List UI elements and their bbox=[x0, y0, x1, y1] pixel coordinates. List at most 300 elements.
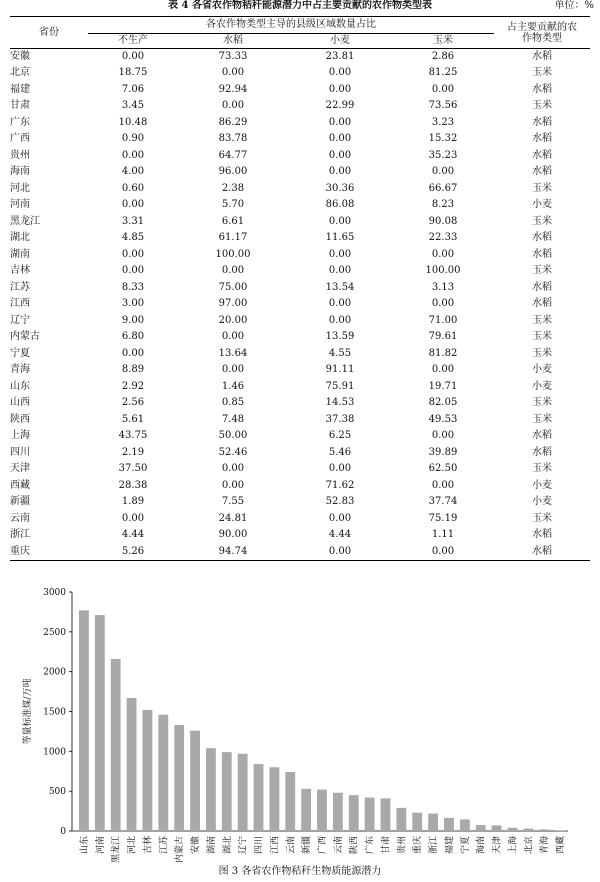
table-row bbox=[10, 65, 590, 82]
cell-corn: 75.19 bbox=[428, 512, 458, 524]
cell-rice: 20.00 bbox=[218, 314, 248, 326]
cell-corn: 37.74 bbox=[428, 496, 458, 508]
cell-corn: 81.25 bbox=[428, 67, 458, 79]
cell-province: 重庆 bbox=[10, 544, 88, 561]
cell-none: 4.85 bbox=[121, 232, 145, 244]
cell-wheat: 75.91 bbox=[325, 380, 355, 392]
cell-province: 内蒙古 bbox=[10, 331, 40, 343]
cell-wheat: 5.46 bbox=[328, 446, 352, 458]
cell-wheat: 86.08 bbox=[325, 199, 355, 211]
cell-rice: 75.00 bbox=[218, 281, 248, 293]
bar bbox=[301, 789, 311, 831]
cell-main-type: 水稻 bbox=[532, 529, 552, 541]
x-tick-label: 西藏 bbox=[556, 836, 567, 855]
cell-province: 陕西 bbox=[10, 413, 30, 425]
table-row bbox=[10, 362, 590, 379]
table-row bbox=[10, 379, 590, 396]
cell-main-type: 玉米 bbox=[532, 512, 552, 524]
table-row bbox=[10, 461, 590, 478]
cell-wheat: 22.99 bbox=[325, 100, 355, 112]
cell-corn: 0.00 bbox=[431, 430, 455, 442]
bar bbox=[555, 830, 565, 831]
cell-none: 8.33 bbox=[121, 281, 145, 293]
table-row bbox=[10, 49, 590, 66]
header-main-type-label: 占主要贡献的农作物类型 bbox=[507, 21, 577, 44]
x-tick-label: 江苏 bbox=[159, 836, 170, 855]
x-tick-label: 吉林 bbox=[143, 836, 154, 855]
cell-none: 0.60 bbox=[121, 182, 145, 194]
cell-wheat: 52.83 bbox=[325, 496, 355, 508]
cell-rice: 97.00 bbox=[218, 298, 248, 310]
cell-none: 1.89 bbox=[121, 496, 145, 508]
bar bbox=[476, 825, 486, 831]
cell-province: 山西 bbox=[10, 397, 30, 409]
cell-main-type: 水稻 bbox=[532, 248, 552, 260]
bar bbox=[523, 829, 533, 831]
cell-rice: 0.00 bbox=[221, 265, 245, 277]
table-row bbox=[10, 263, 590, 280]
cell-wheat: 0.00 bbox=[328, 67, 352, 79]
x-tick-label: 北京 bbox=[524, 836, 535, 855]
cell-rice: 96.00 bbox=[218, 166, 248, 178]
cell-province: 甘肃 bbox=[10, 100, 30, 112]
table-row bbox=[10, 214, 590, 231]
cell-rice: 90.00 bbox=[218, 529, 248, 541]
cell-main-type: 玉米 bbox=[532, 100, 552, 112]
y-tick-label: 0 bbox=[60, 827, 66, 837]
x-tick-label: 安徽 bbox=[191, 836, 202, 855]
cell-none: 18.75 bbox=[118, 67, 148, 79]
cell-rice: 0.00 bbox=[221, 463, 245, 475]
cell-rice: 52.46 bbox=[218, 446, 248, 458]
header-col-wheat: 小麦 bbox=[288, 34, 392, 49]
cell-wheat: 23.81 bbox=[325, 51, 355, 62]
cell-none: 0.00 bbox=[121, 51, 145, 62]
cell-rice: 83.78 bbox=[218, 133, 248, 145]
bar bbox=[381, 798, 391, 831]
table-row bbox=[10, 98, 590, 115]
cell-rice: 61.17 bbox=[218, 232, 248, 244]
cell-main-type: 玉米 bbox=[532, 182, 552, 194]
cell-wheat: 0.00 bbox=[328, 116, 352, 128]
cell-rice: 94.74 bbox=[178, 544, 288, 561]
cell-province: 山东 bbox=[10, 380, 30, 392]
cell-province: 河北 bbox=[10, 182, 30, 194]
cell-wheat: 6.25 bbox=[328, 430, 352, 442]
cell-main-type: 玉米 bbox=[532, 215, 552, 227]
cell-none: 3.45 bbox=[121, 100, 145, 112]
bar bbox=[206, 748, 216, 831]
cell-wheat: 14.53 bbox=[325, 397, 355, 409]
cell-province: 天津 bbox=[10, 463, 30, 475]
table-row bbox=[10, 280, 590, 297]
cell-corn: 0.00 bbox=[431, 166, 455, 178]
bar bbox=[190, 731, 200, 831]
cell-none: 4.00 bbox=[121, 166, 145, 178]
cell-main-type: 小麦 bbox=[532, 364, 552, 376]
cell-wheat: 4.44 bbox=[328, 529, 352, 541]
cell-corn: 0.00 bbox=[392, 544, 494, 561]
cell-province: 北京 bbox=[10, 67, 30, 79]
table-row bbox=[10, 230, 590, 247]
bar bbox=[158, 715, 168, 831]
cell-province: 湖北 bbox=[10, 232, 30, 244]
cell-wheat: 0.00 bbox=[288, 544, 392, 561]
x-tick-label: 海南 bbox=[476, 836, 487, 855]
cell-none: 5.61 bbox=[121, 413, 145, 425]
table-row bbox=[10, 148, 590, 165]
x-tick-label: 内蒙古 bbox=[175, 836, 186, 864]
cell-corn: 82.05 bbox=[428, 397, 458, 409]
cell-none: 28.38 bbox=[118, 479, 148, 491]
cell-rice: 2.38 bbox=[221, 182, 245, 194]
cell-wheat: 13.59 bbox=[325, 331, 355, 343]
table-body bbox=[10, 49, 590, 561]
cell-rice: 0.00 bbox=[221, 67, 245, 79]
cell-none: 0.00 bbox=[121, 512, 145, 524]
bar bbox=[285, 772, 295, 831]
cell-rice: 0.00 bbox=[221, 331, 245, 343]
cell-main-type: 玉米 bbox=[532, 314, 552, 326]
header-main-type bbox=[494, 17, 590, 49]
cell-main-type: 小麦 bbox=[532, 199, 552, 211]
cell-main-type: 水稻 bbox=[532, 116, 552, 128]
x-tick-label: 云南 bbox=[333, 836, 344, 855]
bar bbox=[79, 610, 89, 831]
cell-wheat: 0.00 bbox=[328, 149, 352, 161]
x-tick-label: 新疆 bbox=[302, 836, 313, 855]
cell-rice: 0.85 bbox=[221, 397, 245, 409]
cell-main-type: 水稻 bbox=[532, 232, 552, 244]
y-tick-label: 3000 bbox=[43, 588, 66, 598]
table-row bbox=[10, 494, 590, 511]
y-tick-label: 2000 bbox=[43, 667, 66, 678]
bar bbox=[222, 752, 232, 831]
cell-main-type: 水稻 bbox=[532, 430, 552, 442]
cell-corn: 90.08 bbox=[428, 215, 458, 227]
cell-province: 青海 bbox=[10, 364, 30, 376]
x-tick-label: 甘肃 bbox=[381, 836, 392, 855]
bar bbox=[492, 825, 502, 831]
cell-main-type: 玉米 bbox=[532, 331, 552, 343]
table-header-bar bbox=[0, 0, 600, 14]
cell-main-type: 玉米 bbox=[532, 67, 552, 79]
table-row bbox=[10, 544, 590, 561]
table-unit: 单位：% bbox=[554, 0, 594, 11]
cell-province: 江西 bbox=[10, 298, 30, 310]
cell-corn: 1.11 bbox=[431, 529, 455, 541]
table-row bbox=[10, 131, 590, 148]
cell-main-type: 玉米 bbox=[532, 463, 552, 475]
cell-corn: 62.50 bbox=[428, 463, 458, 475]
bar bbox=[460, 819, 470, 831]
y-tick-label: 2500 bbox=[43, 627, 66, 638]
bar bbox=[428, 813, 438, 831]
bar bbox=[95, 615, 105, 831]
x-tick-label: 福建 bbox=[444, 836, 455, 855]
table-row bbox=[10, 527, 590, 544]
cell-province: 云南 bbox=[10, 512, 30, 524]
cell-corn: 0.00 bbox=[431, 83, 455, 95]
x-tick-label: 宁夏 bbox=[460, 836, 471, 855]
x-tick-label: 云南 bbox=[286, 836, 297, 855]
bar bbox=[349, 795, 359, 831]
cell-none: 0.00 bbox=[121, 248, 145, 260]
cell-province: 黑龙江 bbox=[10, 215, 40, 227]
cell-wheat: 13.54 bbox=[325, 281, 355, 293]
cell-none: 2.92 bbox=[121, 380, 145, 392]
cell-main-type: 水稻 bbox=[532, 298, 552, 310]
cell-wheat: 0.00 bbox=[328, 265, 352, 277]
cell-province: 江苏 bbox=[10, 281, 30, 293]
table-row bbox=[10, 428, 590, 445]
cell-rice: 92.94 bbox=[218, 83, 248, 95]
cell-main-type: 水稻 bbox=[494, 544, 590, 561]
table-row bbox=[10, 511, 590, 528]
cell-main-type: 玉米 bbox=[532, 397, 552, 409]
cell-rice: 6.61 bbox=[221, 215, 245, 227]
cell-wheat: 11.65 bbox=[325, 232, 355, 244]
cell-main-type: 水稻 bbox=[532, 83, 552, 95]
cell-none: 0.00 bbox=[121, 149, 145, 161]
x-tick-label: 陕西 bbox=[349, 836, 360, 855]
cell-rice: 64.77 bbox=[218, 149, 248, 161]
cell-province: 四川 bbox=[10, 446, 30, 458]
x-tick-label: 青海 bbox=[540, 836, 551, 855]
x-tick-label: 黑龙江 bbox=[111, 836, 122, 864]
x-tick-label: 河南 bbox=[95, 836, 106, 855]
cell-province: 辽宁 bbox=[10, 314, 30, 326]
cell-province: 河南 bbox=[10, 199, 30, 211]
cell-none: 5.26 bbox=[88, 544, 178, 561]
table-title: 表 4 各省农作物秸秆能源潜力中占主要贡献的农作物类型表 bbox=[168, 0, 432, 11]
cell-none: 7.06 bbox=[121, 83, 145, 95]
table-row bbox=[10, 346, 590, 363]
table-row bbox=[10, 395, 590, 412]
cell-corn: 2.86 bbox=[431, 51, 455, 62]
cell-none: 0.00 bbox=[121, 199, 145, 211]
cell-corn: 0.00 bbox=[431, 364, 455, 376]
header-province: 省份 bbox=[10, 17, 88, 49]
bar bbox=[365, 798, 375, 831]
crop-share-table bbox=[10, 16, 590, 561]
cell-wheat: 30.36 bbox=[325, 182, 355, 194]
cell-province: 海南 bbox=[10, 166, 30, 178]
bar bbox=[317, 790, 327, 831]
x-tick-label: 贵州 bbox=[397, 836, 408, 855]
cell-none: 2.56 bbox=[121, 397, 145, 409]
cell-main-type: 水稻 bbox=[532, 446, 552, 458]
cell-none: 6.80 bbox=[121, 331, 145, 343]
bar bbox=[333, 793, 343, 831]
bar bbox=[111, 659, 121, 831]
cell-province: 广西 bbox=[10, 133, 30, 145]
cell-province: 福建 bbox=[10, 83, 30, 95]
cell-none: 0.90 bbox=[121, 133, 145, 145]
cell-corn: 0.00 bbox=[431, 248, 455, 260]
cell-rice: 100.00 bbox=[215, 248, 251, 260]
cell-rice: 0.00 bbox=[221, 100, 245, 112]
table-row bbox=[10, 181, 590, 198]
cell-main-type: 玉米 bbox=[532, 413, 552, 425]
cell-province: 西藏 bbox=[10, 479, 30, 491]
cell-wheat: 91.11 bbox=[325, 364, 355, 376]
table-row bbox=[10, 197, 590, 214]
cell-wheat: 0.00 bbox=[328, 215, 352, 227]
cell-none: 0.00 bbox=[121, 265, 145, 277]
cell-rice: 0.00 bbox=[221, 479, 245, 491]
cell-main-type: 水稻 bbox=[532, 281, 552, 293]
cell-none: 37.50 bbox=[118, 463, 148, 475]
cell-corn: 73.56 bbox=[428, 100, 458, 112]
x-tick-label: 天津 bbox=[492, 836, 503, 855]
cell-none: 3.00 bbox=[121, 298, 145, 310]
cell-province: 广东 bbox=[10, 116, 30, 128]
cell-none: 10.48 bbox=[118, 116, 148, 128]
cell-corn: 19.71 bbox=[428, 380, 458, 392]
cell-none: 43.75 bbox=[118, 430, 148, 442]
x-tick-label: 山东 bbox=[79, 836, 90, 855]
bar bbox=[444, 818, 454, 831]
cell-corn: 49.53 bbox=[428, 413, 458, 425]
cell-rice: 7.48 bbox=[221, 413, 245, 425]
table-row bbox=[10, 478, 590, 495]
table-row bbox=[10, 412, 590, 429]
x-tick-label: 江西 bbox=[270, 836, 281, 855]
cell-wheat: 0.00 bbox=[328, 133, 352, 145]
bar bbox=[254, 764, 264, 831]
cell-corn: 3.23 bbox=[431, 116, 455, 128]
cell-corn: 66.67 bbox=[428, 182, 458, 194]
cell-main-type: 小麦 bbox=[532, 479, 552, 491]
header-col-none: 不生产 bbox=[88, 34, 178, 49]
header-group: 各农作物类型主导的县级区域数量占比 bbox=[88, 17, 494, 34]
cell-corn: 0.00 bbox=[431, 298, 455, 310]
cell-rice: 73.33 bbox=[218, 51, 248, 62]
cell-corn: 8.23 bbox=[431, 199, 455, 211]
bar bbox=[412, 813, 422, 831]
cell-corn: 39.89 bbox=[428, 446, 458, 458]
cell-wheat: 0.00 bbox=[328, 248, 352, 260]
cell-wheat: 71.62 bbox=[325, 479, 355, 491]
bar bbox=[508, 828, 518, 831]
cell-none: 2.19 bbox=[121, 446, 145, 458]
cell-wheat: 0.00 bbox=[328, 512, 352, 524]
x-tick-label: 广东 bbox=[365, 836, 376, 855]
cell-rice: 24.81 bbox=[218, 512, 248, 524]
cell-main-type: 小麦 bbox=[532, 380, 552, 392]
bar bbox=[396, 808, 406, 831]
cell-corn: 81.82 bbox=[428, 347, 458, 359]
table-row bbox=[10, 445, 590, 462]
cell-wheat: 0.00 bbox=[328, 314, 352, 326]
cell-rice: 5.70 bbox=[221, 199, 245, 211]
cell-none: 3.31 bbox=[121, 215, 145, 227]
y-tick-label: 1000 bbox=[43, 747, 66, 758]
cell-main-type: 水稻 bbox=[532, 51, 552, 62]
cell-wheat: 0.00 bbox=[328, 298, 352, 310]
table-row bbox=[10, 313, 590, 330]
y-axis-label: 等量标准煤/万吨 bbox=[23, 678, 33, 745]
cell-wheat: 0.00 bbox=[328, 166, 352, 178]
bar bbox=[142, 710, 152, 831]
cell-none: 4.44 bbox=[121, 529, 145, 541]
cell-wheat: 37.38 bbox=[325, 413, 355, 425]
y-tick-label: 500 bbox=[48, 787, 66, 798]
x-tick-label: 重庆 bbox=[413, 836, 424, 855]
x-tick-label: 上海 bbox=[508, 836, 519, 855]
cell-rice: 86.29 bbox=[218, 116, 248, 128]
cell-province: 浙江 bbox=[10, 529, 30, 541]
table-row bbox=[10, 115, 590, 132]
x-tick-label: 广西 bbox=[318, 836, 328, 855]
cell-main-type: 小麦 bbox=[532, 496, 552, 508]
cell-none: 0.00 bbox=[121, 347, 145, 359]
cell-province: 安徽 bbox=[10, 51, 30, 62]
cell-province: 上海 bbox=[10, 430, 30, 442]
cell-corn: 79.61 bbox=[428, 331, 458, 343]
table-row bbox=[10, 247, 590, 264]
cell-rice: 13.64 bbox=[218, 347, 248, 359]
cell-rice: 7.55 bbox=[221, 496, 245, 508]
cell-province: 吉林 bbox=[10, 265, 30, 277]
figure-caption: 图 3 各省农作物秸秆生物质能源潜力 bbox=[218, 866, 382, 877]
table-row bbox=[10, 296, 590, 313]
table-row bbox=[10, 329, 590, 346]
cell-province: 湖南 bbox=[10, 248, 30, 260]
bar-chart bbox=[0, 574, 600, 866]
bar-chart-figure bbox=[0, 574, 600, 882]
y-tick-label: 1500 bbox=[43, 707, 66, 718]
cell-rice: 1.46 bbox=[221, 380, 245, 392]
cell-corn: 35.23 bbox=[428, 149, 458, 161]
cell-wheat: 4.55 bbox=[328, 347, 352, 359]
cell-province: 宁夏 bbox=[10, 347, 30, 359]
cell-none: 9.00 bbox=[121, 314, 145, 326]
cell-corn: 100.00 bbox=[425, 265, 461, 277]
x-tick-label: 湖北 bbox=[222, 836, 233, 855]
cell-province: 贵州 bbox=[10, 149, 30, 161]
cell-main-type: 水稻 bbox=[532, 166, 552, 178]
table-row bbox=[10, 164, 590, 181]
cell-main-type: 玉米 bbox=[532, 347, 552, 359]
cell-main-type: 玉米 bbox=[532, 265, 552, 277]
header-col-corn: 玉米 bbox=[392, 34, 494, 49]
cell-main-type: 水稻 bbox=[532, 133, 552, 145]
x-tick-label: 辽宁 bbox=[238, 836, 249, 855]
bar bbox=[174, 725, 184, 831]
cell-none: 8.89 bbox=[121, 364, 145, 376]
bar bbox=[127, 698, 137, 831]
cell-rice: 0.00 bbox=[221, 364, 245, 376]
cell-wheat: 0.00 bbox=[328, 83, 352, 95]
x-tick-label: 湖南 bbox=[206, 836, 217, 855]
bar bbox=[269, 767, 279, 831]
cell-corn: 0.00 bbox=[431, 479, 455, 491]
cell-main-type: 水稻 bbox=[532, 149, 552, 161]
header-col-rice: 水稻 bbox=[178, 34, 288, 49]
table-row bbox=[10, 82, 590, 99]
cell-province: 新疆 bbox=[10, 496, 30, 508]
x-tick-label: 浙江 bbox=[429, 836, 440, 855]
cell-corn: 15.32 bbox=[428, 133, 458, 145]
x-tick-label: 四川 bbox=[254, 836, 265, 855]
bar bbox=[539, 829, 549, 831]
cell-corn: 3.13 bbox=[431, 281, 455, 293]
cell-wheat: 0.00 bbox=[328, 463, 352, 475]
cell-corn: 71.00 bbox=[428, 314, 458, 326]
cell-rice: 50.00 bbox=[218, 430, 248, 442]
